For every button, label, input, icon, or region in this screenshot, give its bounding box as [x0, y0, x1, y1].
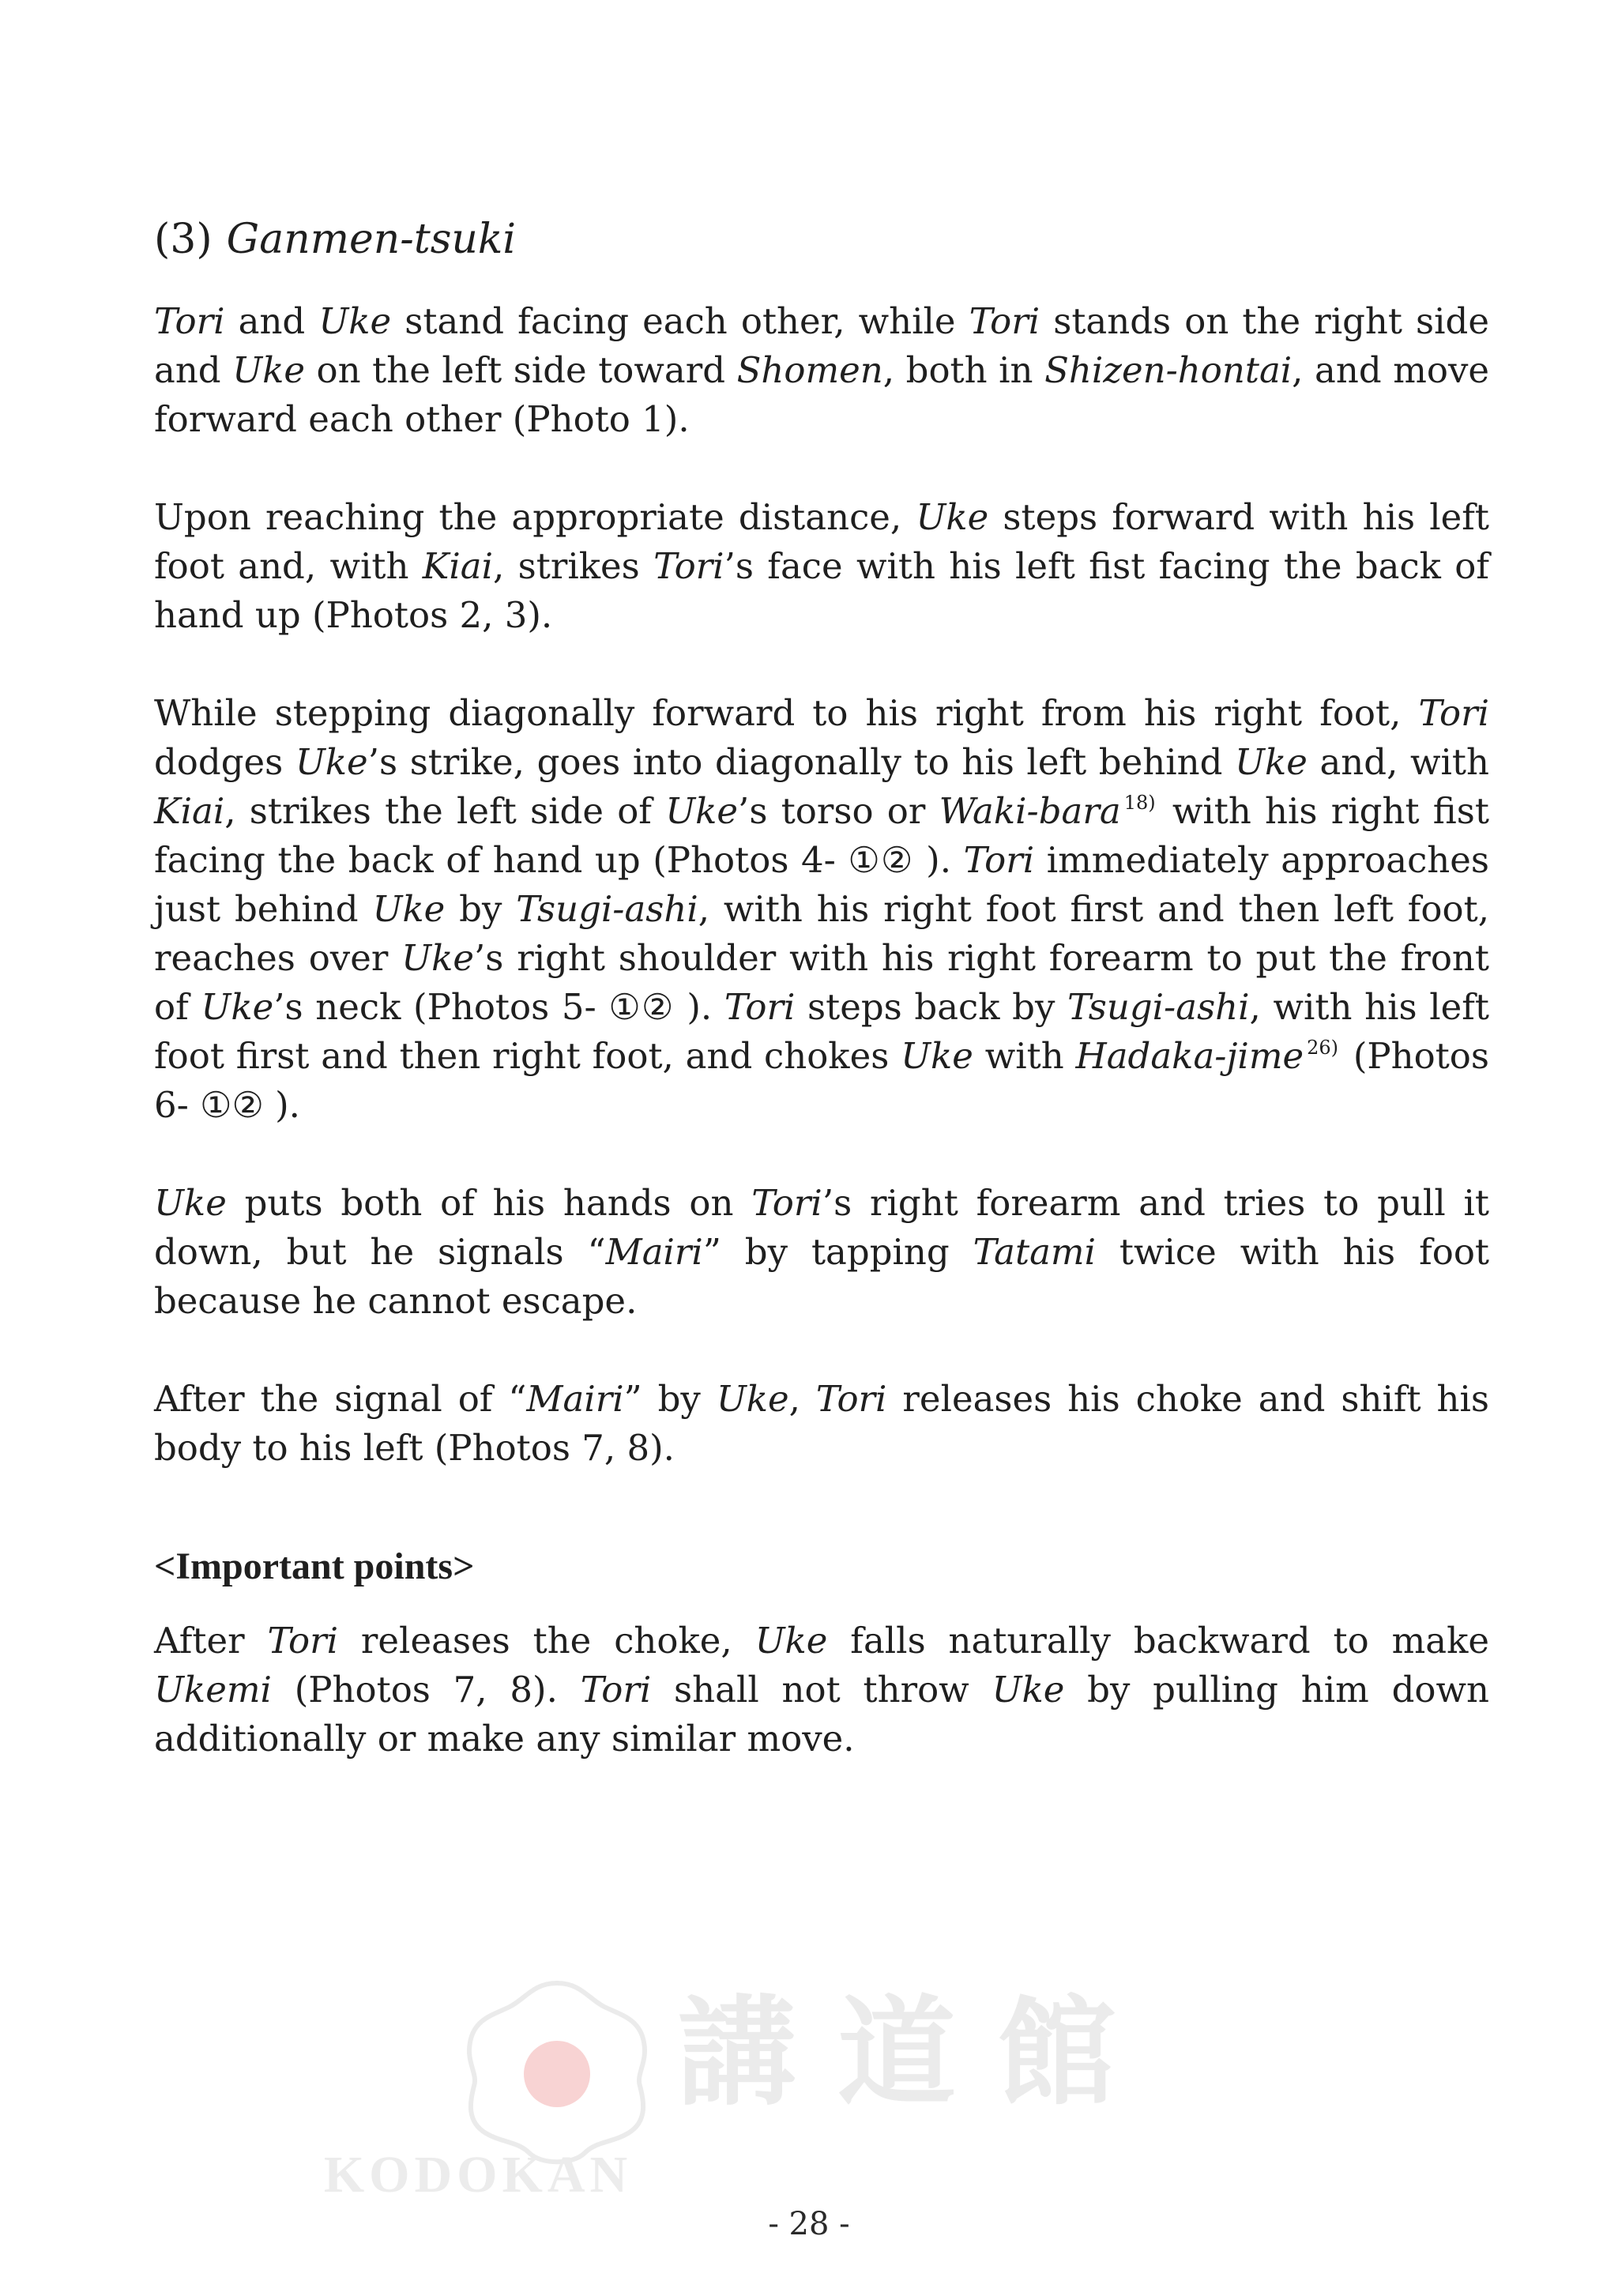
paragraph-1: Tori and Uke stand facing each other, while Tori stands on the right side and Uke on the left side toward Shomen, both in Shizen-hontai, and move forward each other (Photo 1). — [154, 300, 1490, 440]
watermark-kanji: 講 道 館 — [677, 1983, 1116, 2122]
important-points-body: After Tori releases the choke, Uke falls naturally backward to make Ukemi (Photos 7, 8). Tori shall not throw Uke by pulling him down additionally or make any similar move. — [154, 1620, 1489, 1760]
important-points-heading: <Important points> — [154, 1545, 475, 1587]
section-number: (3) — [154, 216, 213, 263]
footnote-ref: 26) — [1307, 1037, 1339, 1059]
section-title: Ganmen-tsuki — [226, 216, 517, 263]
document-page — [154, 212, 1489, 1763]
paragraph-5: After the signal of “Mairi” by Uke, Tori releases his choke and shift his body to his left (Photos 7, 8). — [154, 1378, 1490, 1469]
watermark-label: KODOKAN — [323, 2146, 633, 2204]
kodokan-emblem-icon — [469, 1983, 645, 2162]
paragraph-2: Upon reaching the appropriate distance, Uke steps forward with his left foot and, with Kiai, strikes Tori’s face with his left fist facing the back of hand up (Photos 2, 3). — [154, 496, 1490, 636]
section-heading — [154, 212, 1489, 267]
kodokan-watermark — [454, 1975, 1165, 2173]
footnote-ref: 18) — [1123, 792, 1156, 814]
paragraph-3: While stepping diagonally forward to his right from his right foot, Tori dodges Uke’s strike, goes into diagonally to his left behind Uke and, with Kiai, strikes the left side of Uke’s torso or Waki-bara $^{18)}$ with his right fist facing the back of hand up (Photos 4- ①② ). Tori immediately approaches just behind Uke by Tsugi-ashi, with his right foot first and then left foot, reaches over Uke’s right shoulder with his right forearm to put the front of Uke’s neck (Photos 5- ①② ). Tori steps back by Tsugi-ashi, with his left foot first and then right foot, and chokes Uke with Hadaka-jime $^{26)}$ (Photos 6- ①② ). — [154, 692, 1490, 1126]
page-number: - 28 - — [768, 2206, 850, 2242]
paragraph-4: Uke puts both of his hands on Tori’s right forearm and tries to pull it down, but he signals “Mairi” by tapping Tatami twice with his foot because he cannot escape. — [154, 1182, 1489, 1322]
